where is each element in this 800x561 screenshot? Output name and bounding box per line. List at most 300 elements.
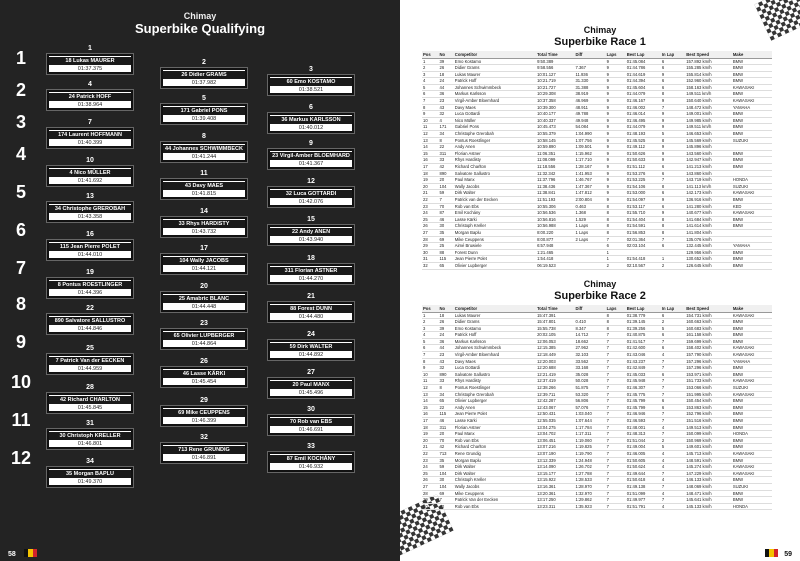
grid-position-number: 11: [200, 170, 208, 177]
table-cell: 104: [438, 483, 453, 490]
qualifying-time: 01:37.982: [191, 80, 217, 86]
table-row: [422, 470, 772, 477]
table-cell: 20: [422, 437, 438, 444]
table-cell: 6: [661, 190, 685, 197]
rider-name: 18 Lukas MAURER: [49, 57, 131, 65]
table-cell: 15:47.801: [536, 319, 574, 326]
table-cell: 146.653 km/h: [685, 131, 732, 138]
table-cell: 1:28.970: [574, 483, 605, 490]
qualifying-time: 01:41.815: [191, 191, 217, 197]
table-cell: 8: [422, 358, 438, 365]
table-cell: 59: [438, 464, 453, 471]
table-cell: 9: [661, 144, 685, 151]
table-cell: 153.066 km/h: [685, 385, 732, 392]
table-cell: 9: [606, 65, 626, 72]
column-header: Competitor: [454, 51, 536, 58]
table-cell: 24: [422, 210, 438, 217]
table-cell: 12: [422, 131, 438, 138]
table-cell: 15:55.738: [536, 325, 574, 332]
table-cell: 8: [661, 91, 685, 98]
table-row: [422, 404, 772, 411]
table-cell: 7: [606, 236, 626, 243]
table-cell: 6: [606, 243, 626, 250]
grid-slot: [47, 166, 133, 186]
table-cell: Rene Grundig: [454, 450, 536, 457]
table-cell: 7: [606, 358, 626, 365]
table-cell: 6: [661, 398, 685, 405]
qualifying-time: 01:44.892: [298, 352, 324, 358]
table-cell: BMW: [732, 365, 772, 372]
table-cell: BMW: [732, 249, 772, 256]
grid-position-number: 5: [202, 95, 206, 102]
table-row: [422, 216, 772, 223]
rider-name: 43 Davy MAES: [163, 182, 245, 190]
table-cell: BMW: [732, 319, 772, 326]
grid-slot: [47, 393, 133, 413]
table-cell: 7: [606, 477, 626, 484]
qualifying-time: 01:39.408: [191, 116, 217, 122]
table-cell: 01:50.633: [626, 157, 661, 164]
table-cell: 141.804 km/h: [685, 229, 732, 236]
table-cell: 25: [422, 216, 438, 223]
qualifying-time: 01:49.370: [77, 479, 103, 485]
table-row: [422, 243, 772, 250]
table-cell: 21: [422, 444, 438, 451]
table-cell: 49.788: [574, 111, 605, 118]
table-cell: 13:14.090: [536, 464, 574, 471]
table-cell: 42: [438, 444, 453, 451]
table-cell: 01:54.106: [626, 183, 661, 190]
table-cell: 17: [422, 164, 438, 171]
table-cell: 12:37.419: [536, 378, 574, 385]
table-cell: Aimé Bruwiele: [454, 243, 536, 250]
qualifying-time: 01:46.399: [191, 418, 217, 424]
table-cell: 8: [661, 137, 685, 144]
table-cell: 21: [422, 190, 438, 197]
table-row: [422, 236, 772, 243]
table-cell: BMW: [732, 411, 772, 418]
table-cell: 7: [661, 338, 685, 345]
table-row: [422, 365, 772, 372]
table-cell: 12: [422, 385, 438, 392]
column-header: In Lap: [661, 51, 685, 58]
table-cell: 33: [438, 157, 453, 164]
table-row: [422, 477, 772, 484]
table-cell: 8: [606, 229, 626, 236]
table-cell: 01:44.619: [626, 71, 661, 78]
table-cell: 9: [606, 190, 626, 197]
table-cell: 9: [606, 157, 626, 164]
table-row: [422, 497, 772, 504]
table-cell: 4: [661, 450, 685, 457]
grid-position-number: 8: [202, 133, 206, 140]
table-cell: 126.645 km/h: [685, 262, 732, 269]
table-cell: 7: [606, 385, 626, 392]
table-cell: 6:57.948: [536, 243, 574, 250]
table-cell: 01:48.001: [626, 424, 661, 431]
table-cell: BMW: [732, 164, 772, 171]
table-cell: 01:46.307: [626, 385, 661, 392]
table-cell: BMW: [732, 65, 772, 72]
table-cell: 9: [606, 84, 626, 91]
table-cell: 43: [438, 358, 453, 365]
table-cell: 13:07.216: [536, 444, 574, 451]
table-cell: 8: [661, 183, 685, 190]
table-cell: 7: [606, 332, 626, 339]
table-cell: 158.163 km/h: [685, 84, 732, 91]
table-cell: 115: [438, 411, 453, 418]
table-cell: 20: [438, 431, 453, 438]
table-cell: 13: [422, 137, 438, 144]
table-cell: 13:16.361: [536, 483, 574, 490]
table-cell: [574, 262, 605, 269]
table-cell: BMW: [732, 196, 772, 203]
table-cell: 22: [422, 196, 438, 203]
table-row: [422, 312, 772, 319]
table-cell: Dirk Walter: [454, 470, 536, 477]
table-row: [422, 111, 772, 118]
table-cell: 145.274 km/h: [685, 464, 732, 471]
table-cell: 50.028: [574, 378, 605, 385]
table-cell: 7: [422, 352, 438, 359]
table-cell: 9: [661, 98, 685, 105]
table-cell: 02:01.364: [626, 236, 661, 243]
race2-title: Superbike Race 2: [554, 290, 646, 302]
table-cell: 01:42.849: [626, 365, 661, 372]
table-cell: Salvatore Sallustro: [454, 170, 536, 177]
rider-name: 60 Emo KOSTAMO: [270, 78, 352, 86]
table-cell: 143.719 km/h: [685, 177, 732, 184]
table-cell: BMW: [732, 91, 772, 98]
table-cell: 13:04.275: [536, 424, 574, 431]
table-cell: 1:28.533: [574, 477, 605, 484]
table-cell: 8.347: [574, 325, 605, 332]
qualifying-time: 01:44.010: [77, 252, 103, 258]
table-cell: Olivier Lupberger: [454, 262, 536, 269]
table-cell: 02:10.567: [626, 262, 661, 269]
table-cell: 01:45.525: [626, 137, 661, 144]
table-cell: 7: [661, 483, 685, 490]
table-row: [422, 196, 772, 203]
table-cell: 01:39.256: [626, 325, 661, 332]
table-row: [422, 450, 772, 457]
table-cell: 157.892 km/h: [685, 58, 732, 65]
table-header: [422, 305, 772, 312]
table-cell: 59: [438, 190, 453, 197]
grid-row-number: 4: [15, 144, 26, 164]
table-cell: Florian Astner: [454, 150, 536, 157]
table-cell: 01:45.948: [626, 378, 661, 385]
table-cell: 1:19.825: [574, 444, 605, 451]
qualifying-time: 01:44.396: [77, 290, 103, 296]
table-cell: Gabriel Pons: [454, 124, 536, 131]
table-cell: BMW: [732, 223, 772, 230]
table-cell: 1:09.501: [574, 144, 605, 151]
column-header: Best Speed: [685, 51, 732, 58]
table-cell: Paul Manx: [454, 431, 536, 438]
table-cell: BMW: [732, 111, 772, 118]
grid-position-number: 34: [86, 458, 94, 465]
table-cell: KAWASAKI: [732, 98, 772, 105]
table-cell: 23: [438, 352, 453, 359]
table-row: [422, 444, 772, 451]
table-cell: 8:00.220: [536, 229, 574, 236]
table-cell: 15: [422, 150, 438, 157]
table-cell: 7: [606, 418, 626, 425]
column-header: In Lap: [661, 305, 685, 312]
table-cell: 35.028: [574, 371, 605, 378]
grid-slot: [161, 104, 247, 124]
table-cell: Morgan Baplu: [454, 457, 536, 464]
table-cell: 9: [606, 177, 626, 184]
grid-position-number: 12: [307, 178, 315, 185]
grid-position-number: 18: [307, 255, 315, 262]
table-cell: 12:50.431: [536, 411, 574, 418]
grid-slot: [268, 187, 354, 207]
table-cell: BMW: [732, 497, 772, 504]
table-cell: 13:06.451: [536, 437, 574, 444]
table-cell: 01:46.946: [626, 411, 661, 418]
table-cell: 13:23.311: [536, 503, 574, 510]
table-row: [422, 84, 772, 91]
table-cell: 7: [606, 490, 626, 497]
table-cell: 9: [606, 98, 626, 105]
rider-name: 69 Mike CEUPPENS: [163, 409, 245, 417]
table-cell: Rob van Ebs: [454, 437, 536, 444]
table-cell: 9: [606, 164, 626, 171]
table-row: [422, 170, 772, 177]
table-cell: YAMAHA: [732, 104, 772, 111]
table-cell: Dirk Walter: [454, 190, 536, 197]
table-cell: 149.511 km/h: [685, 91, 732, 98]
table-cell: 01:53.225: [626, 177, 661, 184]
table-cell: BMW: [732, 398, 772, 405]
table-cell: 9: [606, 144, 626, 151]
column-header: No: [438, 51, 453, 58]
table-cell: 104: [438, 470, 453, 477]
table-cell: 4: [438, 117, 453, 124]
table-cell: 32.103: [574, 352, 605, 359]
table-row: [422, 385, 772, 392]
grid-row-number: 12: [10, 448, 32, 468]
table-cell: 18: [422, 170, 438, 177]
table-cell: 8: [661, 216, 685, 223]
table-cell: 01:54.404: [626, 216, 661, 223]
grid-slot: [47, 90, 133, 110]
table-cell: 65: [438, 398, 453, 405]
table-cell: [732, 144, 772, 151]
table-cell: 01:50.626: [626, 150, 661, 157]
grid-position-number: 3: [309, 66, 313, 73]
grid-slot: [268, 452, 354, 472]
table-cell: 15:47.391: [536, 312, 574, 319]
rider-name: 174 Laurent HOFFMANN: [49, 131, 131, 139]
table-cell: 142.947 km/h: [685, 157, 732, 164]
table-cell: Wally Jacobs: [454, 483, 536, 490]
table-cell: Salvatore Sallustro: [454, 371, 536, 378]
rider-name: 34 Christophe GREROBAH: [49, 205, 131, 213]
rider-name: 171 Gabriel PONS: [163, 107, 245, 115]
table-cell: 12:21.419: [536, 371, 574, 378]
rider-name: 23 Virgil-Amber BLOEMHARD: [270, 152, 352, 160]
grid-position-number: 28: [86, 384, 94, 391]
table-cell: 28: [422, 236, 438, 243]
table-cell: 152.796 km/h: [685, 411, 732, 418]
table-cell: 22: [422, 450, 438, 457]
rider-name: 88 Forest DUNN: [270, 305, 352, 313]
table-cell: 153.863 km/h: [685, 404, 732, 411]
table-cell: 151.733 km/h: [685, 378, 732, 385]
table-cell: HONDA: [732, 503, 772, 510]
table-cell: Pontus Roestlinger: [454, 385, 536, 392]
table-cell: 7: [606, 450, 626, 457]
table-cell: 12:55.035: [536, 418, 574, 425]
grid-position-number: 9: [309, 140, 313, 147]
table-cell: 6: [661, 58, 685, 65]
table-cell: 25: [422, 470, 438, 477]
table-cell: 1: [422, 58, 438, 65]
grid-position-number: 30: [307, 406, 315, 413]
table-cell: 160.683 km/h: [685, 325, 732, 332]
table-row: [422, 378, 772, 385]
table-cell: SUZUKI: [732, 183, 772, 190]
table-cell: 32: [422, 262, 438, 269]
table-cell: Lasse Kärki: [454, 216, 536, 223]
table-cell: 1.368: [574, 210, 605, 217]
table-cell: Lukas Maurer: [454, 312, 536, 319]
table-cell: 9: [606, 111, 626, 118]
table-cell: 7: [606, 391, 626, 398]
table-cell: 7: [606, 424, 626, 431]
table-cell: 1:19.790: [574, 450, 605, 457]
table-cell: 1:19.060: [574, 437, 605, 444]
table-cell: 7: [606, 371, 626, 378]
qualifying-time: 01:41.692: [77, 178, 103, 184]
table-cell: 1:21.465: [536, 249, 574, 256]
table-cell: 143.860 km/h: [685, 170, 732, 177]
rider-name: 890 Salvatore SALLUSTRO: [49, 317, 131, 325]
table-cell: BMW: [732, 332, 772, 339]
table-cell: 9: [661, 210, 685, 217]
qualifying-time: 01:46.932: [298, 464, 324, 470]
table-cell: 01:50.618: [626, 477, 661, 484]
table-cell: 48.911: [574, 104, 605, 111]
table-cell: 8: [438, 385, 453, 392]
table-cell: 0.463: [574, 203, 605, 210]
table-cell: 171: [438, 124, 453, 131]
table-row: [422, 157, 772, 164]
table-row: [422, 503, 772, 510]
table-row: [422, 332, 772, 339]
table-cell: 70: [438, 503, 453, 510]
table-cell: 1: [422, 312, 438, 319]
grid-position-number: 13: [86, 193, 94, 200]
table-cell: 13: [422, 391, 438, 398]
table-cell: 7: [606, 365, 626, 372]
table-cell: 9: [661, 111, 685, 118]
table-cell: 7: [661, 411, 685, 418]
table-cell: 3: [422, 325, 438, 332]
table-cell: 6: [661, 65, 685, 72]
table-cell: 10:59.890: [536, 144, 574, 151]
grid-row-number: 8: [15, 294, 26, 314]
table-cell: 01:39.145: [626, 319, 661, 326]
table-cell: 30: [422, 249, 438, 256]
table-cell: 141.213 km/h: [685, 164, 732, 171]
grid-position-number: 22: [86, 305, 94, 312]
table-cell: 148.591 km/h: [685, 457, 732, 464]
race2-results-table: [422, 305, 772, 510]
table-cell: 10:40.337: [536, 117, 574, 124]
table-cell: Rob van Ebs: [454, 203, 536, 210]
table-cell: 53.320: [574, 391, 605, 398]
table-cell: 01:44.079: [626, 91, 661, 98]
table-cell: 8: [661, 229, 685, 236]
table-cell: 9: [606, 150, 626, 157]
table-cell: 01:44.786: [626, 65, 661, 72]
table-cell: 33: [438, 378, 453, 385]
table-cell: Pontus Roestlinger: [454, 137, 536, 144]
table-cell: Andy Anen: [454, 404, 536, 411]
table-cell: 10: [422, 371, 438, 378]
table-cell: 9:50.389: [536, 58, 574, 65]
table-cell: 13:04.702: [536, 431, 574, 438]
table-cell: Christoph Kreller: [454, 223, 536, 230]
grid-position-number: 7: [88, 119, 92, 126]
table-cell: 7: [661, 418, 685, 425]
table-cell: 12:39.711: [536, 391, 574, 398]
grid-slot: [161, 292, 247, 312]
table-cell: 42: [438, 164, 453, 171]
table-cell: 6: [661, 371, 685, 378]
grid-slot: [161, 179, 247, 199]
table-row: [422, 58, 772, 65]
table-cell: [732, 229, 772, 236]
table-cell: 01:45.033: [626, 371, 661, 378]
table-cell: Forest Dunn: [454, 249, 536, 256]
table-cell: 150.099 km/h: [685, 431, 732, 438]
table-cell: 9: [606, 124, 626, 131]
table-cell: 10:56.536: [536, 210, 574, 217]
table-cell: 155.814 km/h: [685, 71, 732, 78]
table-cell: 10:58.145: [536, 137, 574, 144]
rider-name: 36 Markus KARLSSON: [270, 116, 352, 124]
table-cell: 46: [438, 418, 453, 425]
table-cell: 39: [438, 325, 453, 332]
table-cell: 140.677 km/h: [685, 210, 732, 217]
table-cell: 6: [661, 243, 685, 250]
grid-position-number: 31: [86, 420, 94, 427]
table-cell: 01:48.193: [626, 131, 661, 138]
qualifying-time: 01:44.121: [191, 266, 217, 272]
grid-position-number: 24: [307, 331, 315, 338]
table-row: [422, 71, 772, 78]
table-cell: 24: [422, 464, 438, 471]
table-cell: 01:49.004: [626, 444, 661, 451]
table-cell: 1:27.788: [574, 470, 605, 477]
table-cell: 145.133 km/h: [685, 503, 732, 510]
table-cell: 157.790 km/h: [685, 352, 732, 359]
table-cell: 11:18.556: [536, 164, 574, 171]
table-cell: 2:00.804: [574, 196, 605, 203]
table-cell: 12:38.266: [536, 385, 574, 392]
table-row: [422, 424, 772, 431]
table-cell: 8: [606, 216, 626, 223]
table-cell: Nico Müller: [454, 117, 536, 124]
table-cell: 56.806: [574, 398, 605, 405]
grid-position-number: 21: [307, 293, 315, 300]
table-cell: 8: [606, 325, 626, 332]
